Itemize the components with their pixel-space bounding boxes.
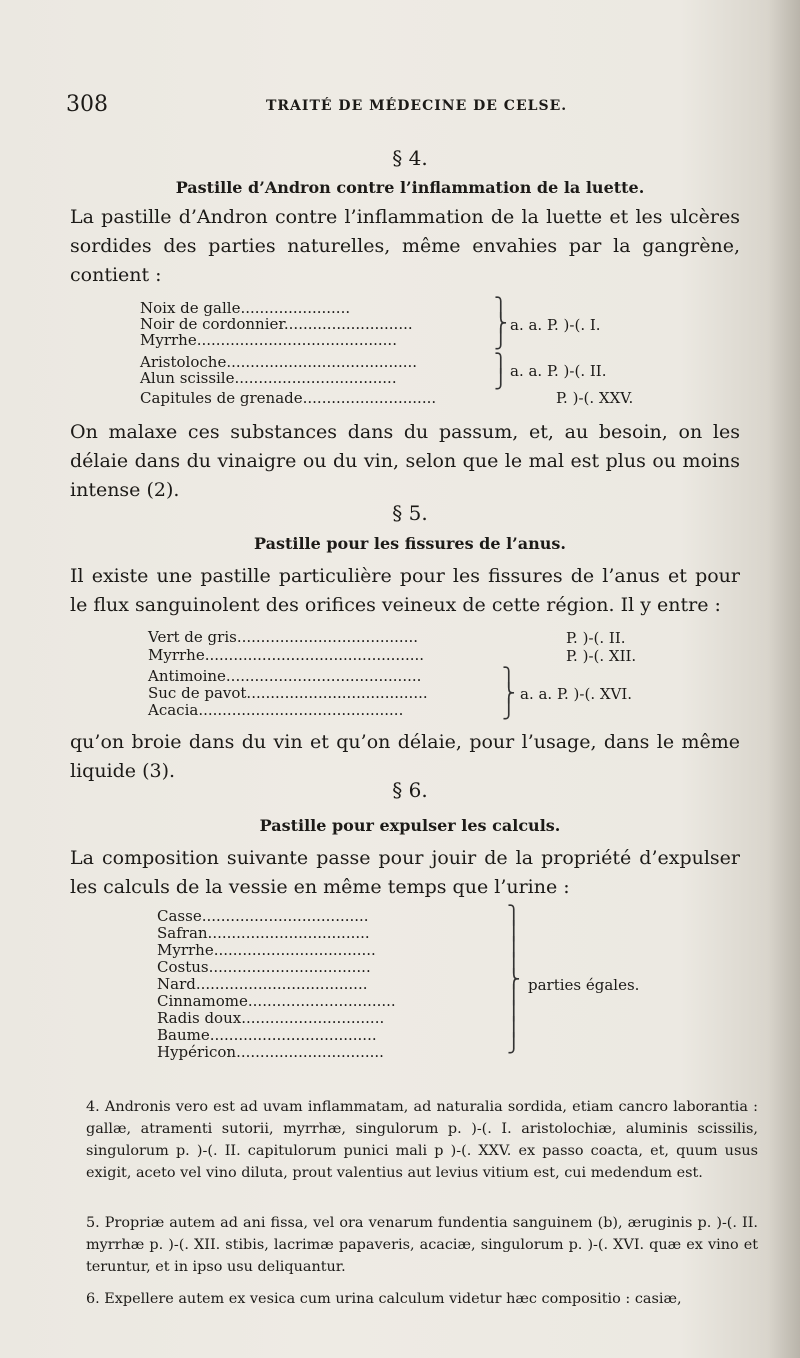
- ingredient-line: Casse...................................: [157, 907, 369, 925]
- ingredient-line: Myrrhe..................................: [157, 941, 376, 959]
- ingredient-line: Hypéricon...............................: [157, 1043, 384, 1061]
- section-intro: La pastille d’Andron contre l’inflammation de la luette et les ulcères sordides des parties naturelles, même envahies par la gangrène, contient :: [70, 206, 740, 286]
- dose-label: P. )-(. XXV.: [556, 389, 634, 407]
- section-number: § 6.: [392, 778, 428, 802]
- section-text: On malaxe ces substances dans du passum, et, au besoin, on les délaie dans du vinaigre ou du vin, selon que le mal est plus ou moins intense (2).: [70, 421, 740, 501]
- footnote-text: 5. Propriæ autem ad ani fissa, vel ora venarum fundentia sanguinem (b), æruginis p. )-(. II. myrrhæ p. )-(. XII. stibis, lacrimæ papaveris, acaciæ, singulorum p. )-(. XVI. quæ ex vino et teruntur, et in ipso usu deliquantur.: [86, 1215, 758, 1275]
- ingredient-line: Safran..................................: [157, 924, 370, 942]
- section-title: Pastille d’Andron contre l’inflammation de la luette.: [175, 178, 645, 197]
- footnote: [86, 1096, 758, 1184]
- footnote-text: 6. Expellere autem ex vesica cum urina calculum videtur hæc compositio : casiæ,: [86, 1291, 682, 1307]
- ingredient-line: Nard....................................: [157, 975, 368, 993]
- section-intro: La composition suivante passe pour jouir de la propriété d’expulser les calculs de la vessie en même temps que l’urine :: [70, 847, 740, 898]
- brace-icon: ⎫ ⎬ ⎭: [502, 667, 516, 720]
- brace-icon: ⎫ ⎭: [494, 353, 508, 390]
- dose-label: P. )-(. II.: [566, 629, 626, 647]
- section-title: Pastille pour les fissures de l’anus.: [254, 534, 566, 553]
- section-title: Pastille pour expulser les calculs.: [259, 816, 561, 835]
- dose-label: a. a. P. )-(. II.: [510, 362, 607, 380]
- footnote: [86, 1212, 758, 1278]
- section-intro: Il existe une pastille particulière pour les fissures de l’anus et pour le flux sanguinolent des orifices veineux de cette région. Il y entre :: [70, 565, 740, 616]
- ingredient-line: Baume...................................: [157, 1026, 377, 1044]
- section-number: § 5.: [392, 501, 428, 525]
- ingredient-line: Suc de pavot......................................: [148, 684, 428, 702]
- dose-label: parties égales.: [528, 976, 640, 994]
- brace-icon: ⎫ ⎪ ⎪ ⎪ ⎬ ⎪ ⎪ ⎪ ⎭: [507, 905, 521, 1054]
- dose-label: P. )-(. XII.: [566, 647, 637, 665]
- ingredient-line: Antimoine.........................................: [148, 667, 422, 685]
- ingredient-line: Alun scissile..................................: [140, 369, 397, 387]
- section-text: qu’on broie dans du vin et qu’on délaie, pour l’usage, dans le même liquide (3).: [70, 731, 740, 782]
- page-header: [66, 92, 740, 122]
- ingredient-line: Capitules de grenade............................: [140, 389, 437, 407]
- ingredient-line: Radis doux..............................: [157, 1009, 385, 1027]
- ingredient-line: Vert de gris......................................: [148, 628, 418, 646]
- brace-icon: ⎫ ⎬ ⎭: [494, 297, 508, 350]
- ingredient-line: Cinnamome...............................: [157, 992, 396, 1010]
- section-number: § 4.: [392, 146, 428, 170]
- ingredient-line: Myrrhe..............................................: [148, 646, 425, 664]
- page-number: 308: [66, 92, 108, 117]
- dose-label: a. a. P. )-(. I.: [510, 316, 601, 334]
- ingredient-line: Noix de galle.......................: [140, 299, 351, 317]
- ingredient-line: Aristoloche........................................: [140, 353, 418, 371]
- dose-label: a. a. P. )-(. XVI.: [520, 685, 633, 703]
- footnote-text: 4. Andronis vero est ad uvam inflammatam, ad naturalia sordida, etiam cancro laborantia : gallæ, atramenti sutorii, myrrhæ, singulorum p. )-(. I. aristolochiæ, aluminis scissilis, singulorum p. )-(. II. capitulorum punici mali p )-(. XXV. ex passo coacta, et, quum usus exigit, aceto vel vino diluta, prout valentius aut levius vitium est, cui medendum est.: [86, 1099, 758, 1181]
- ingredient-line: Costus..................................: [157, 958, 371, 976]
- ingredient-line: Myrrhe..........................................: [140, 331, 397, 349]
- ingredient-line: Noir de cordonnier...........................: [140, 315, 413, 333]
- ingredient-line: Acacia...........................................: [148, 701, 404, 719]
- running-title: TRAITÉ DE MÉDECINE DE CELSE.: [266, 98, 568, 114]
- footnote: [86, 1288, 758, 1310]
